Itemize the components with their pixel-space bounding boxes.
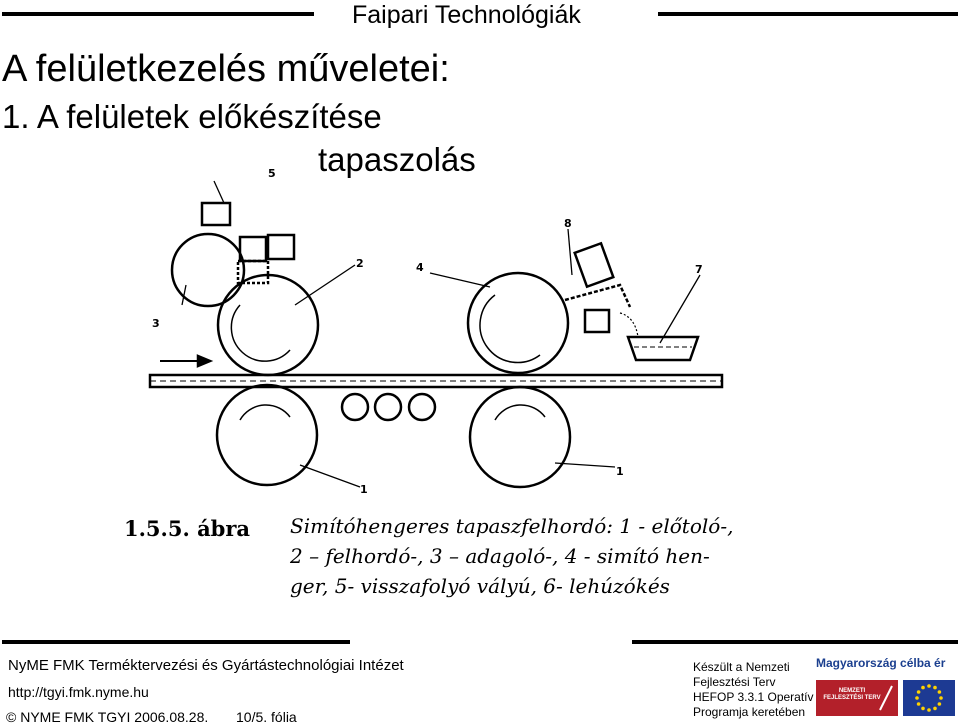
feed-roller-left: [217, 385, 317, 485]
nft-logo-icon: [816, 680, 898, 716]
return-trough: [628, 337, 698, 360]
slide-title: A felületkezelés műveletei:: [2, 48, 450, 90]
funding-line-3: HEFOP 3.3.1 Operatív: [693, 690, 814, 704]
nft-logo-text: NEMZETI FEJLESZTÉSI TERV: [823, 688, 881, 701]
support-roller-1: [342, 394, 368, 420]
figure-number: 1.5.5. ábra: [124, 516, 251, 541]
label-1-right: 1: [616, 465, 624, 478]
feed-roller-right: [470, 387, 570, 487]
smoothing-roller: [468, 273, 568, 373]
footer-slogan: Magyarország célba ér: [816, 656, 946, 670]
funding-line-4: Programja keretében: [693, 705, 806, 719]
eu-flag-icon: [903, 680, 955, 716]
slide-subtitle: 1. A felületek előkészítése: [2, 98, 382, 135]
funding-line-2: Fejlesztési Terv: [693, 675, 776, 689]
applicator-roller: [218, 275, 318, 375]
footer-rule-right: [632, 640, 958, 644]
label-4: 4: [416, 261, 424, 274]
footer-institute: NyME FMK Terméktervezési és Gyártástechnológiai Intézet: [8, 657, 404, 674]
feed-arrow-icon: [198, 356, 210, 366]
motor-box-left: [240, 237, 266, 261]
footer-funding-note: [693, 660, 823, 720]
footer-url-link[interactable]: http://tgyi.fmk.nyme.hu: [8, 684, 149, 700]
nft-arrow-icon: [878, 684, 894, 712]
footer-rule-left: [2, 640, 350, 644]
label-8: 8: [564, 217, 572, 230]
support-roller-2: [375, 394, 401, 420]
funding-line-1: Készült a Nemzeti: [693, 660, 790, 674]
header-title: Faipari Technológiák: [352, 1, 581, 29]
figure-caption-line-3: ger, 5- visszafolyó vályú, 6- lehúzókés: [290, 574, 670, 598]
header-rule-left: [2, 12, 314, 16]
motor-box-right: [268, 235, 294, 259]
label-3: 3: [152, 317, 160, 330]
label-7: 7: [695, 263, 703, 276]
label-5: 5: [268, 167, 276, 180]
roller-filler-diagram: [140, 167, 740, 505]
footer-copyright: © NYME FMK TGYI 2006.08.28.: [6, 709, 209, 725]
scraper-motor: [575, 243, 614, 286]
dosing-roller: [172, 234, 244, 306]
label-1-left: 1: [360, 483, 368, 496]
footer-slide-number: 10/5. fólia: [236, 709, 297, 725]
scraper-knife: [565, 285, 630, 307]
figure-caption-line-1: Simítóhengeres tapaszfelhordó: 1 - előtoló-,: [290, 514, 734, 538]
support-roller-3: [409, 394, 435, 420]
header-rule-right: [658, 12, 958, 16]
label-2: 2: [356, 257, 364, 270]
scraper-box: [585, 310, 609, 332]
motor-box-top: [202, 203, 230, 225]
slide-subsubtitle: tapaszolás: [318, 141, 476, 178]
figure-caption-line-2: 2 – felhordó-, 3 – adagoló-, 4 - simító hen-: [290, 544, 710, 568]
